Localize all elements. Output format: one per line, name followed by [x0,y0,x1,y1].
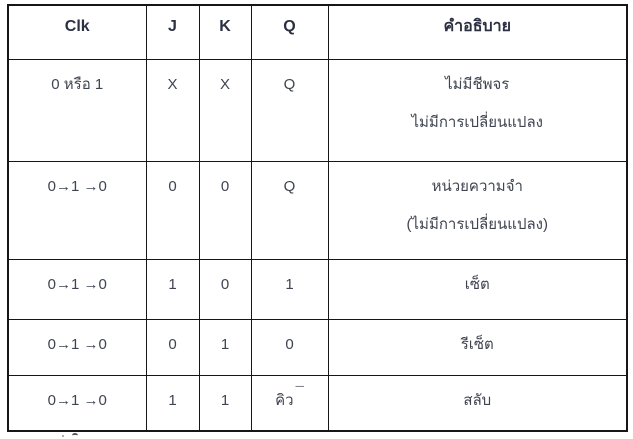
description-line: เซ็ต [464,275,490,293]
description-line: รีเซ็ต [460,335,494,353]
cell-j: 1 [146,375,199,431]
table-row [8,319,627,375]
table-row [8,59,627,161]
cutoff-caption-fragment [72,433,78,438]
cutoff-caption-fragment [62,435,64,437]
cell-clk: 0→1 →0 [8,319,146,375]
description-line: (ไม่มีการเปลี่ยนแปลง) [406,215,548,233]
col-header-clk: Clk [8,5,146,59]
cell-clk: 0→1 →0 [8,161,146,259]
cell-clk: 0→1 →0 [8,375,146,431]
description-line: ไม่มีชีพจร [445,75,510,93]
cell-j: X [146,59,199,161]
cell-q-bar [251,375,328,431]
cell-description [328,59,627,161]
cell-k: X [199,59,251,161]
cell-q: Q [251,59,328,161]
cell-clk: 0 หรือ 1 [8,59,146,161]
cell-q: 1 [251,259,328,319]
col-header-k: K [199,5,251,59]
cell-description [328,375,627,431]
table-row [8,161,627,259]
table-row [8,259,627,319]
description-line: หน่วยความจำ [431,177,523,195]
cell-q: Q [251,161,328,259]
description-line: ไม่มีการเปลี่ยนแปลง [411,113,543,131]
cell-description [328,259,627,319]
cell-k: 0 [199,161,251,259]
cell-q: 0 [251,319,328,375]
col-header-description: คำอธิบาย [328,5,627,59]
overline-mark: ¯ [295,383,304,401]
cell-k: 1 [199,375,251,431]
col-header-j: J [146,5,199,59]
cell-j: 0 [146,319,199,375]
description-line: สลับ [463,391,492,409]
cell-j: 0 [146,161,199,259]
cell-description [328,319,627,375]
cell-k: 0 [199,259,251,319]
table-row [8,375,627,431]
cell-description [328,161,627,259]
cell-j: 1 [146,259,199,319]
q-bar-text: คิว [275,391,294,409]
col-header-q: Q [251,5,328,59]
cell-k: 1 [199,319,251,375]
table-header-row [8,5,627,59]
jk-flipflop-truth-table [7,4,628,432]
cell-clk: 0→1 →0 [8,259,146,319]
